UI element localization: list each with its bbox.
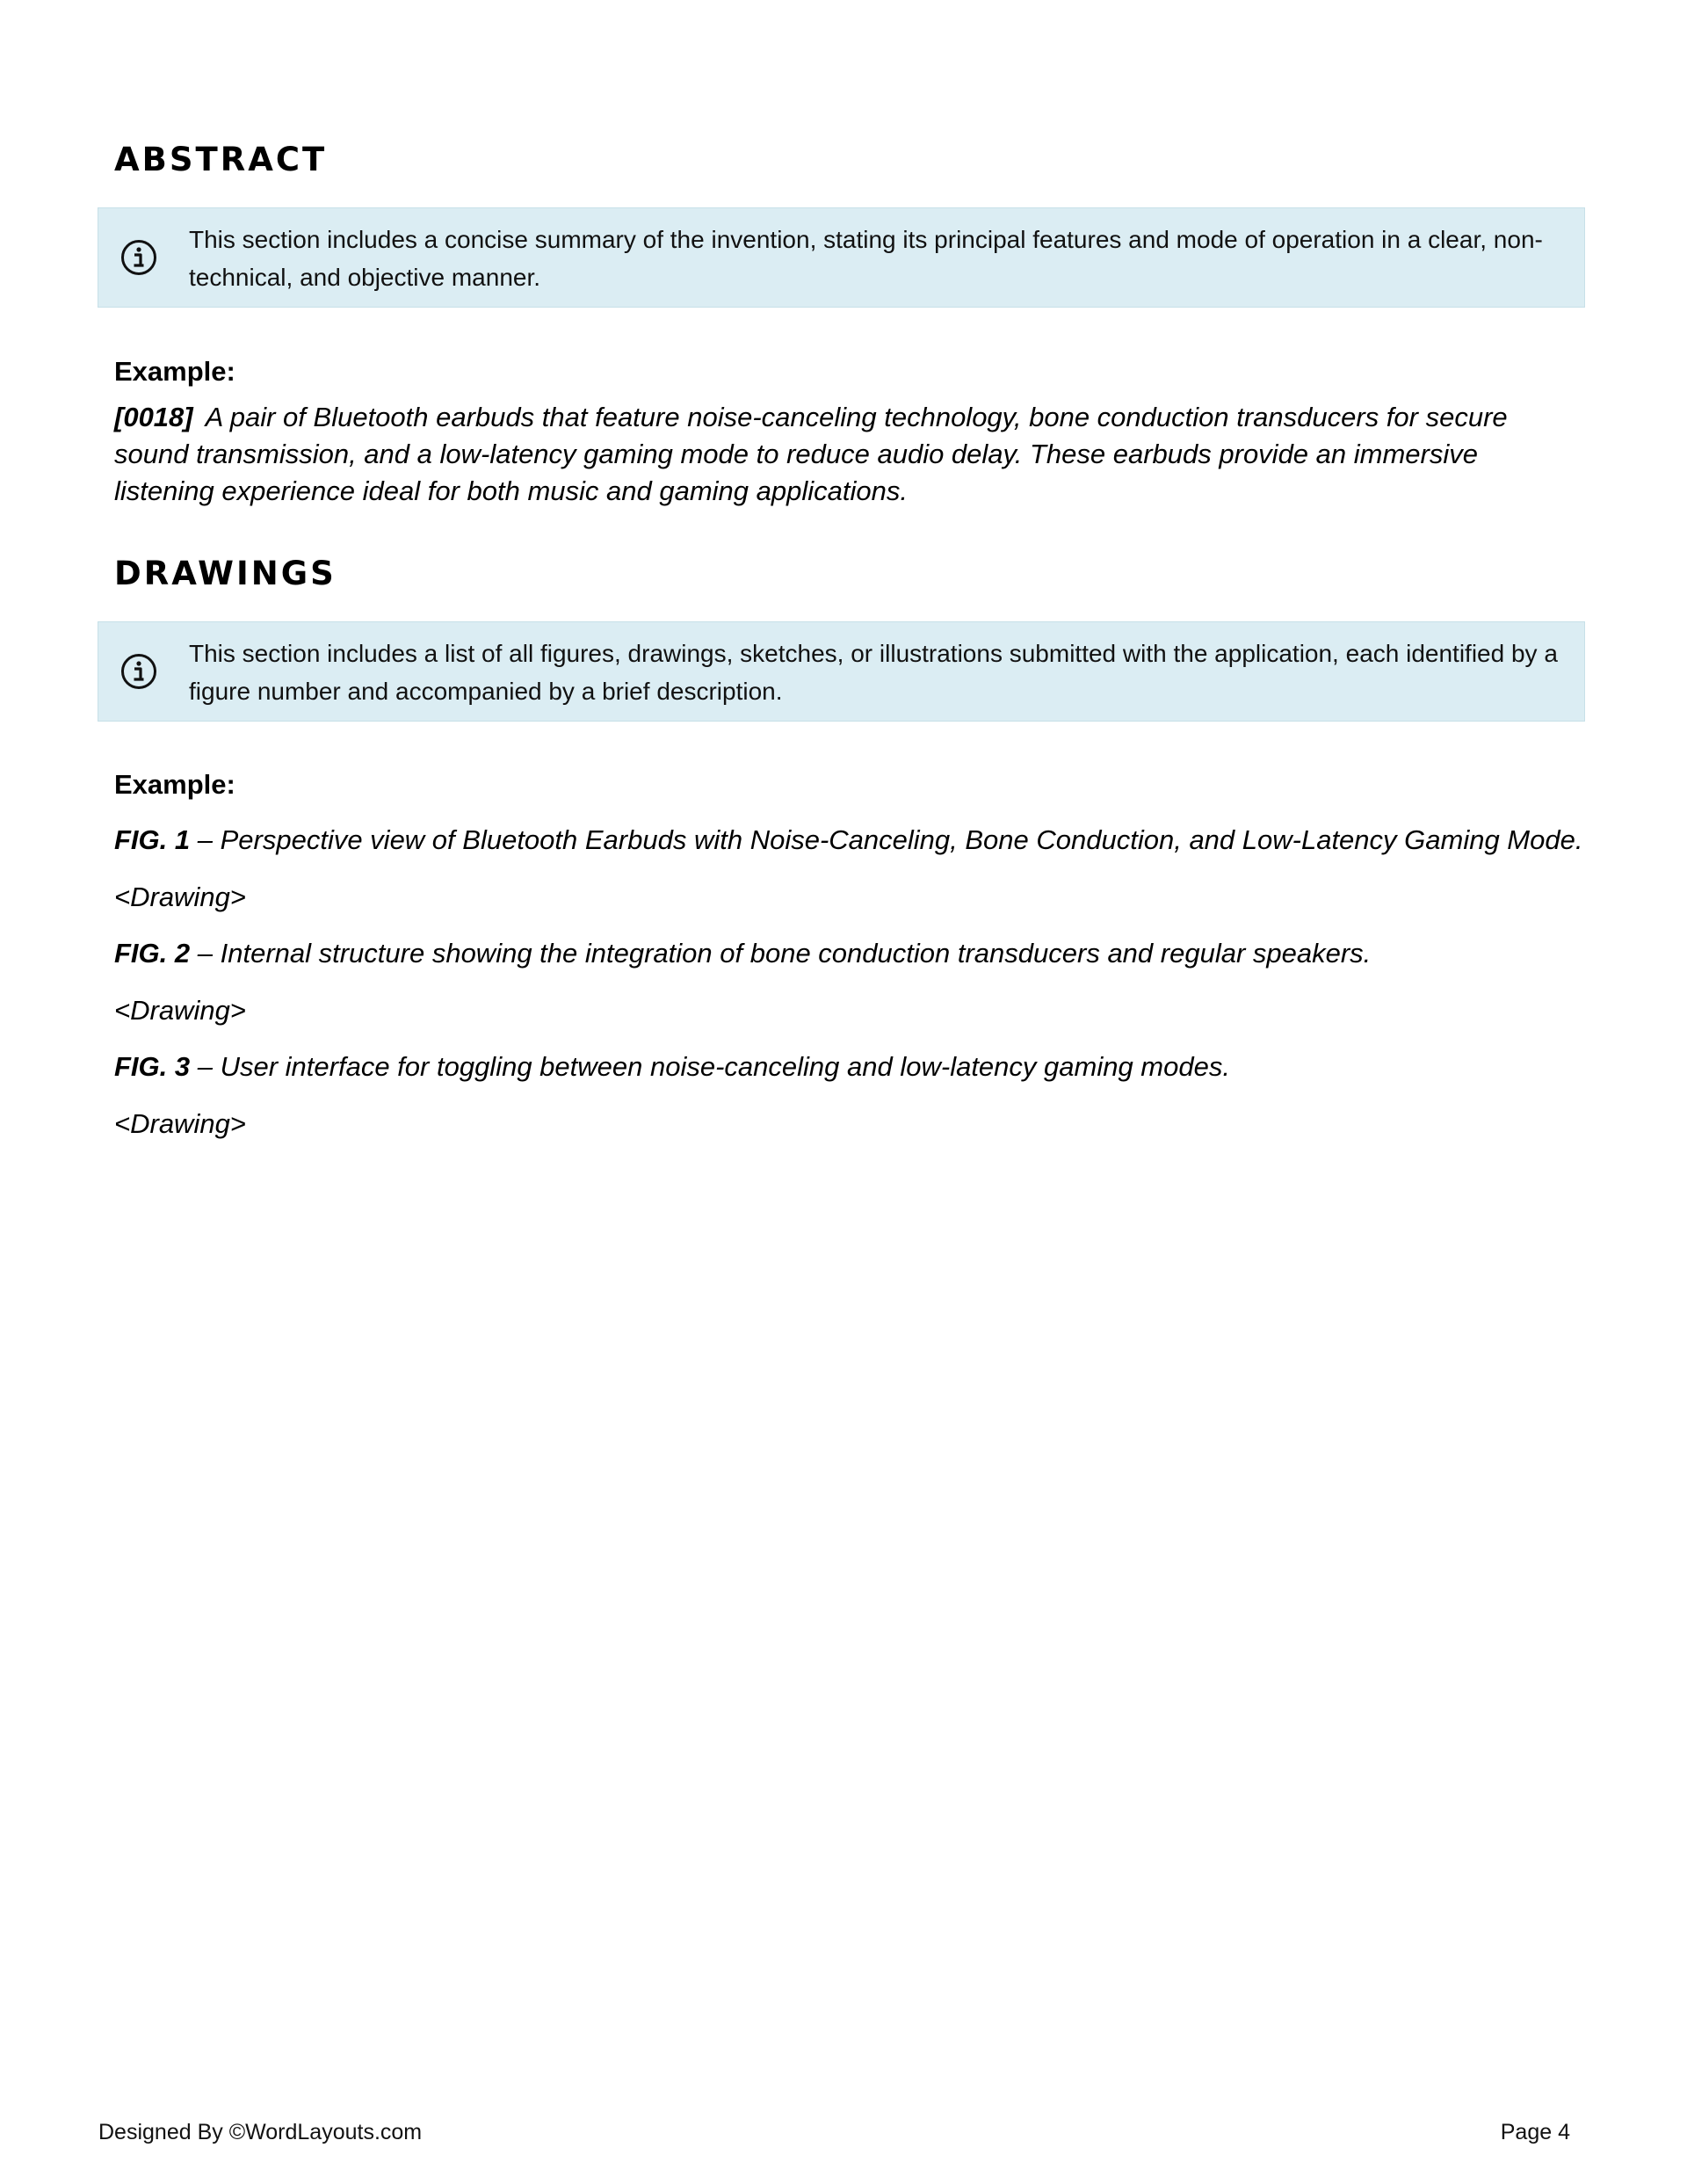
abstract-heading: ABSTRACT [114,141,328,178]
figure-caption [114,1049,1590,1085]
drawings-heading: DRAWINGS [114,555,337,592]
abstract-note-text: This section includes a concise summary of the invention, stating its principal features and mode of operation in a clear, non-technical, and objective manner. [189,226,1543,291]
footer-page-number: Page 4 [1500,2120,1570,2144]
drawing-placeholder: <Drawing> [114,995,246,1026]
info-icon [119,652,158,691]
info-icon [119,238,158,277]
figure-description: – Internal structure showing the integration of bone conduction transducers and regular speakers. [190,938,1372,969]
drawings-note-text: This section includes a list of all figures, drawings, sketches, or illustrations submitted with the application, each identified by a figure number and accompanied by a brief description. [189,640,1558,705]
drawing-placeholder: <Drawing> [114,1108,246,1139]
abstract-info-box [98,207,1585,308]
figure-description: – Perspective view of Bluetooth Earbuds with Noise-Canceling, Bone Conduction, and Low-Latency Gaming Mode. [190,824,1583,855]
abstract-example-text: A pair of Bluetooth earbuds that feature noise-canceling technology, bone conduction transducers for secure sound transmission, and a low-latency gaming mode to reduce audio delay. These earbuds provide an immersive listening experience ideal for both music and gaming applications. [114,402,1508,506]
figure-caption [114,936,1590,971]
drawings-example-label: Example: [114,769,235,800]
footer-credit: Designed By ©WordLayouts.com [98,2120,423,2144]
figure-number: FIG. 1 [114,824,191,855]
paragraph-number: [0018] [114,402,193,432]
drawings-info-box [98,621,1585,722]
abstract-example-label: Example: [114,356,235,387]
figure-number: FIG. 3 [114,1051,191,1082]
figure-caption [114,823,1590,858]
figure-number: FIG. 2 [114,938,191,969]
figure-description: – User interface for toggling between noise-canceling and low-latency gaming modes. [190,1051,1230,1082]
drawing-placeholder: <Drawing> [114,882,246,912]
abstract-example-paragraph [114,399,1573,510]
